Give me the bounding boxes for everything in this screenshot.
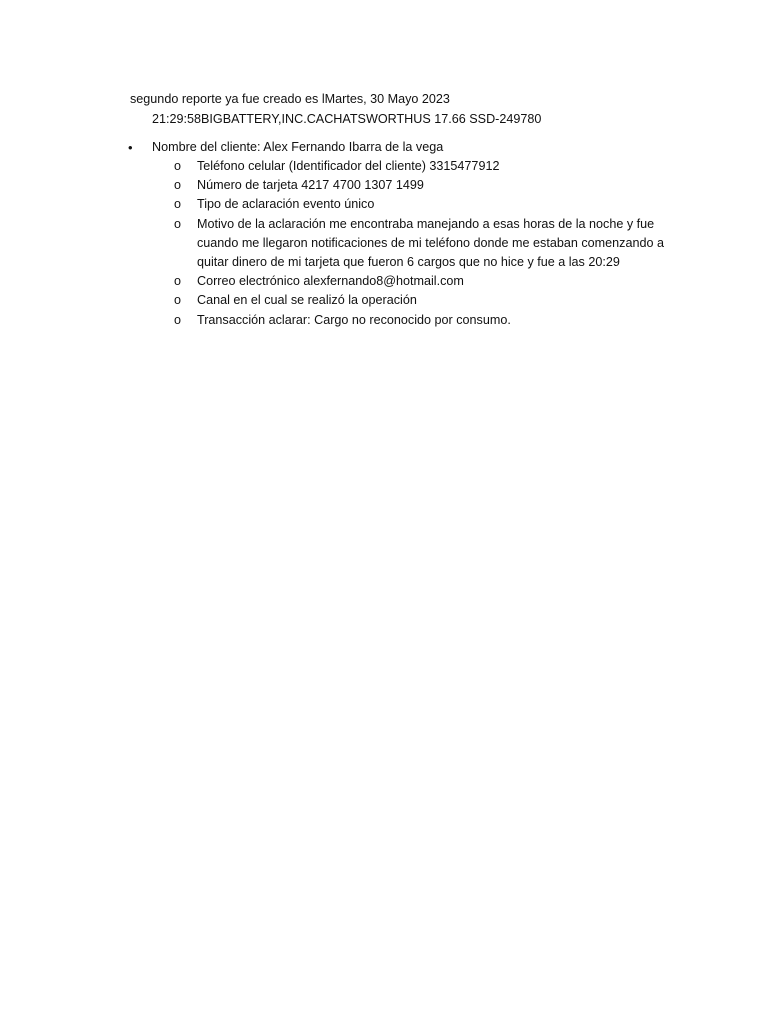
sub-item-transaction — [174, 311, 674, 330]
sub-list — [174, 157, 674, 330]
sub-item-text: Teléfono celular (Identificador del cliente) 3315477912 — [197, 159, 500, 173]
sub-item-clarification-type — [174, 195, 674, 214]
sub-item-reason — [174, 215, 674, 273]
sub-item-text: Motivo de la aclaración me encontraba manejando a esas horas de la noche y fue cuando me llegaron notificaciones de mi teléfono donde me estaban comenzando a quitar dinero de mi tarjeta que fueron 6 cargos que no hice y fue a las 20:29 — [197, 216, 664, 270]
sub-item-text: Correo electrónico alexfernando8@hotmail.com — [197, 274, 464, 289]
client-name-text: Nombre del cliente: Alex Fernando Ibarra de la vega — [152, 140, 444, 154]
circle-bullet-icon: o — [174, 216, 182, 231]
sub-item-channel — [174, 291, 674, 310]
circle-bullet-icon: o — [174, 312, 182, 327]
sub-item-text: Tipo de aclaración evento único — [197, 197, 375, 212]
circle-bullet-icon: o — [174, 293, 182, 308]
circle-bullet-icon: o — [174, 197, 182, 212]
bullet-icon: • — [128, 140, 133, 155]
intro-line-2: 21:29:58BIGBATTERY,INC.CACHATSWORTHUS 17.66 SSD-249780 — [152, 112, 542, 126]
sub-item-text: Canal en el cual se realizó la operación — [197, 293, 417, 308]
intro-line-1: segundo reporte ya fue creado es lMartes, 30 Mayo 2023 — [130, 92, 450, 106]
circle-bullet-icon: o — [174, 159, 182, 173]
sub-item-phone — [174, 157, 674, 176]
sub-item-text: Transacción aclarar: Cargo no reconocido por consumo. — [197, 312, 511, 327]
sub-item-card-number — [174, 176, 674, 195]
circle-bullet-icon: o — [174, 274, 182, 289]
sub-item-text: Número de tarjeta 4217 4700 1307 1499 — [197, 178, 424, 193]
circle-bullet-icon: o — [174, 178, 182, 193]
sub-item-email — [174, 272, 674, 291]
